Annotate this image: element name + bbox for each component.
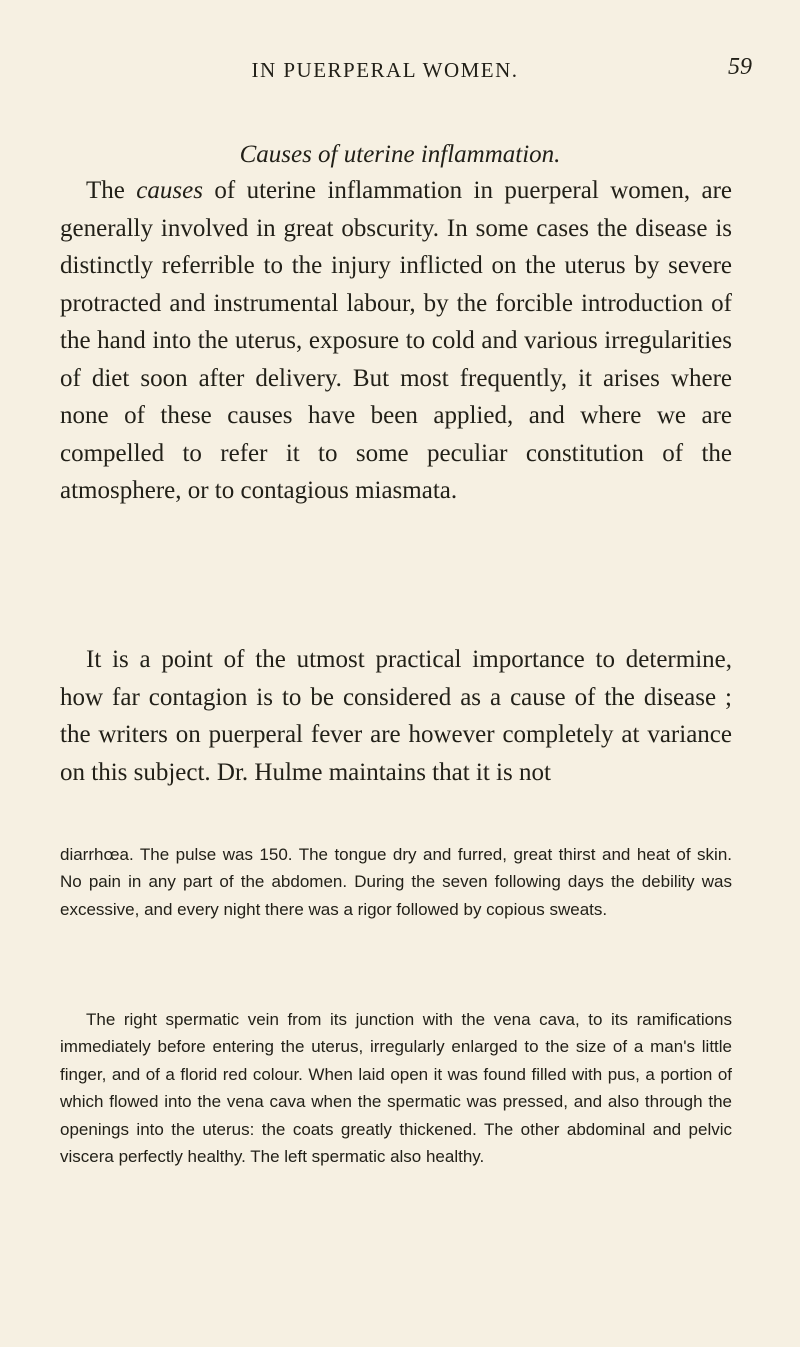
- section-heading: Causes of uterine inflammation.: [239, 141, 561, 168]
- paragraph-body: of uterine inflammation in puerperal women, are generally involved in great obscurity. In some cases the disease is distinctly referrible to the injury inflicted on the uterus by severe protracted and instrumental labour, by the forcible introduction of the hand into the uterus, exposure to cold and various irregularities of diet soon after delivery. But most frequently, it arises where none of these causes have been applied, and where we are compelled to refer it to some peculiar constitution of the atmosphere, or to contagious miasmata.: [60, 177, 732, 504]
- case-note-autopsy: The right spermatic vein from its junction with the vena cava, to its ramifications immediately before entering the uterus, irregularly enlarged to the size of a man's little finger, and of a florid red colour. When laid open it was found filled with pus, a portion of which flowed into the vena cava when the spermatic was pressed, and also through the openings into the uterus: the coats greatly thickened. The other abdominal and pelvic viscera perfectly healthy. The left spermatic also healthy.: [60, 1010, 732, 1167]
- paragraph-lead-word: The: [86, 177, 137, 204]
- emphasized-word: causes: [136, 177, 203, 204]
- page-number: 59: [728, 54, 752, 80]
- running-head: [0, 54, 800, 88]
- running-title: IN PUERPERAL WOMEN.: [251, 58, 519, 82]
- paragraph-causes: [60, 172, 732, 510]
- case-note-symptoms: diarrhœa. The pulse was 150. The tongue dry and furred, great thirst and heat of skin. No pain in any part of the abdomen. During the seven following days the debility was excessive, and every night there was a rigor followed by copious sweats.: [60, 845, 732, 919]
- paragraph-contagion: It is a point of the utmost practical importance to determine, how far contagion is to be considered as a cause of the disease ; the writers on puerperal fever are however completely at variance on this subject. Dr. Hulme maintains that it is not: [60, 646, 732, 786]
